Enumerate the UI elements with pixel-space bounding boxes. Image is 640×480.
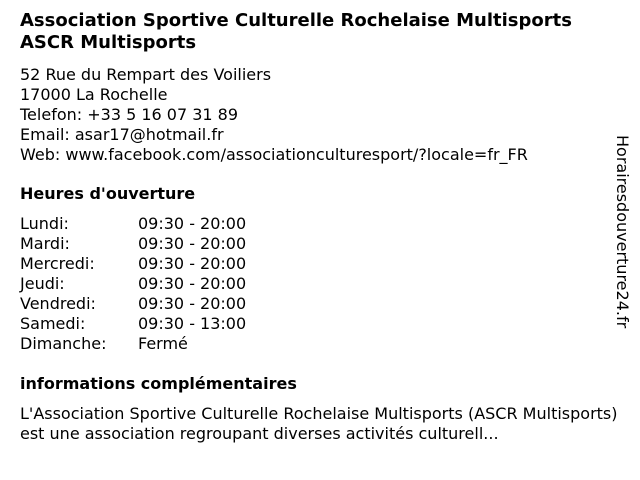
day-hours: Fermé — [138, 334, 188, 353]
day-hours: 09:30 - 20:00 — [138, 254, 247, 273]
day-hours: 09:30 - 20:00 — [138, 214, 247, 233]
day-label: Jeudi: — [20, 274, 65, 293]
day-label: Samedi: — [20, 314, 86, 333]
address-block — [20, 65, 528, 165]
phone-number: Telefon: +33 5 16 07 31 89 — [20, 105, 239, 124]
page-title: Association Sportive Culturelle Rochelaise Multisports ASCR Multisports — [20, 10, 572, 53]
additional-info-text: L'Association Sportive Culturelle Rochelaise Multisports (ASCR Multisports) est une association regroupant diverses activités culturell... — [20, 404, 618, 443]
day-hours: 09:30 - 20:00 — [138, 274, 247, 293]
site-watermark: Horairesdouverture24.fr — [613, 135, 632, 329]
additional-info-heading: informations complémentaires — [20, 374, 297, 393]
city-postal-code: 17000 La Rochelle — [20, 85, 168, 104]
day-label: Lundi: — [20, 214, 69, 233]
website-url: Web: www.facebook.com/associationculturesport/?locale=fr_FR — [20, 145, 528, 164]
day-label: Mardi: — [20, 234, 70, 253]
day-hours: 09:30 - 13:00 — [138, 314, 247, 333]
day-label: Vendredi: — [20, 294, 96, 313]
day-hours: 09:30 - 20:00 — [138, 234, 247, 253]
day-label: Mercredi: — [20, 254, 95, 273]
email-address: Email: asar17@hotmail.fr — [20, 125, 224, 144]
day-hours: 09:30 - 20:00 — [138, 294, 247, 313]
day-label: Dimanche: — [20, 334, 107, 353]
street-address: 52 Rue du Rempart des Voiliers — [20, 65, 272, 84]
opening-hours-heading: Heures d'ouverture — [20, 184, 196, 203]
